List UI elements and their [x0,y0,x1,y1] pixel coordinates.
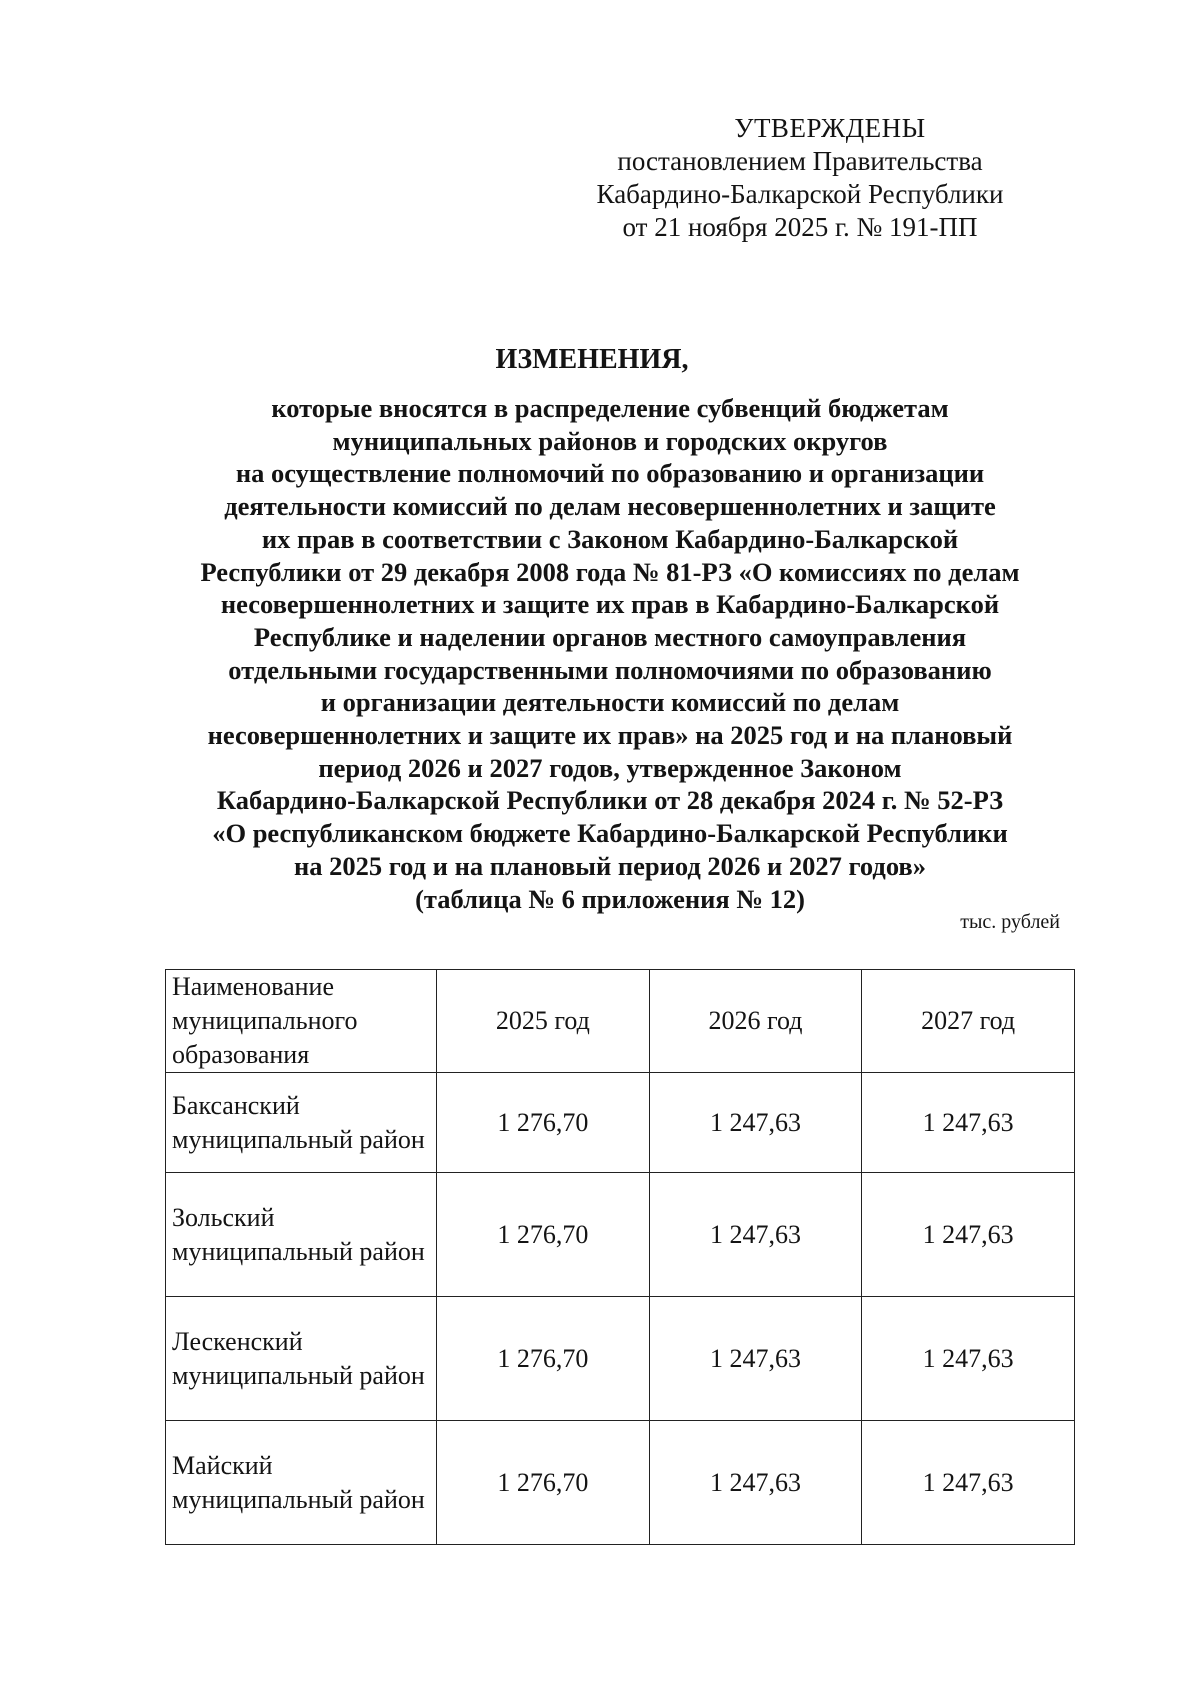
value-2027: 1 247,63 [862,1173,1075,1297]
table-row [166,1073,1075,1173]
subtitle-line: которые вносятся в распределение субвенций бюджетам [271,393,949,423]
table-row [166,1421,1075,1545]
table-row [166,1297,1075,1421]
municipality-name: Зольский муниципальный район [166,1173,437,1297]
subtitle-line: их прав в соответствии с Законом Кабардино-Балкарской [261,523,959,554]
value-2025: 1 276,70 [437,1073,650,1173]
value-2026: 1 247,63 [649,1173,862,1297]
value-2025: 1 276,70 [437,1173,650,1297]
subtitle-line: несовершеннолетних и защите их прав в Кабардино-Балкарской [220,589,1000,620]
column-header-2025: 2025 год [437,970,650,1073]
value-2025: 1 276,70 [437,1297,650,1421]
approval-title: УТВЕРЖДЕНЫ [734,113,926,143]
value-2026: 1 247,63 [649,1073,862,1173]
approval-line: от 21 ноября 2025 г. № 191-ПП [622,212,978,242]
subtitle-line: на 2025 год и на плановый период 2026 и 2027 годов» [294,850,926,881]
table-header-row [166,970,1075,1073]
subtitle-line: «О республиканском бюджете Кабардино-Балкарской Республики [212,818,1008,849]
approval-line: Кабардино-Балкарской Республики [596,179,1004,209]
subtitle-line: муниципальных районов и городских округов [332,425,888,456]
subtitle-line: несовершеннолетних и защите их прав» на 2025 год и на плановый [207,720,1013,751]
subtitle-line: период 2026 и 2027 годов, утвержденное Законом [318,752,902,783]
document-heading: ИЗМЕНЕНИЯ, [495,344,689,375]
column-header-2026: 2026 год [649,970,862,1073]
subtitle-line: на осуществление полномочий по образованию и организации [235,458,985,489]
approval-line: постановлением Правительства [617,146,983,176]
value-2027: 1 247,63 [862,1297,1075,1421]
municipality-name: Майский муниципальный район [166,1421,437,1545]
approval-block [540,112,1060,244]
value-2026: 1 247,63 [649,1421,862,1545]
subtitle-line: и организации деятельности комиссий по делам [320,687,900,718]
municipality-name: Баксанский муниципальный район [166,1073,437,1173]
subtitle-line: Кабардино-Балкарской Республики от 28 декабря 2024 г. № 52-РЗ [216,785,1004,816]
document-subtitle [160,392,1060,915]
column-header-2027: 2027 год [862,970,1075,1073]
subtitle-line: деятельности комиссий по делам несовершеннолетних и защите [224,491,996,522]
value-2027: 1 247,63 [862,1421,1075,1545]
table-row [166,1173,1075,1297]
value-2025: 1 276,70 [437,1421,650,1545]
subtitle-line: Республики от 29 декабря 2008 года № 81-РЗ «О комиссиях по делам [200,556,1020,587]
subventions-table [165,969,1075,1545]
value-2027: 1 247,63 [862,1073,1075,1173]
value-2026: 1 247,63 [649,1297,862,1421]
units-label: тыс. рублей [960,911,1060,933]
municipality-name: Лескенский муниципальный район [166,1297,437,1421]
subtitle-line: Республике и наделении органов местного самоуправления [253,621,967,652]
subtitle-line: отдельными государственными полномочиями по образованию [228,654,992,685]
column-header-name: Наименование муниципального образования [166,970,437,1073]
subtitle-line: (таблица № 6 приложения № 12) [415,883,805,914]
document-title-block [160,342,1060,915]
